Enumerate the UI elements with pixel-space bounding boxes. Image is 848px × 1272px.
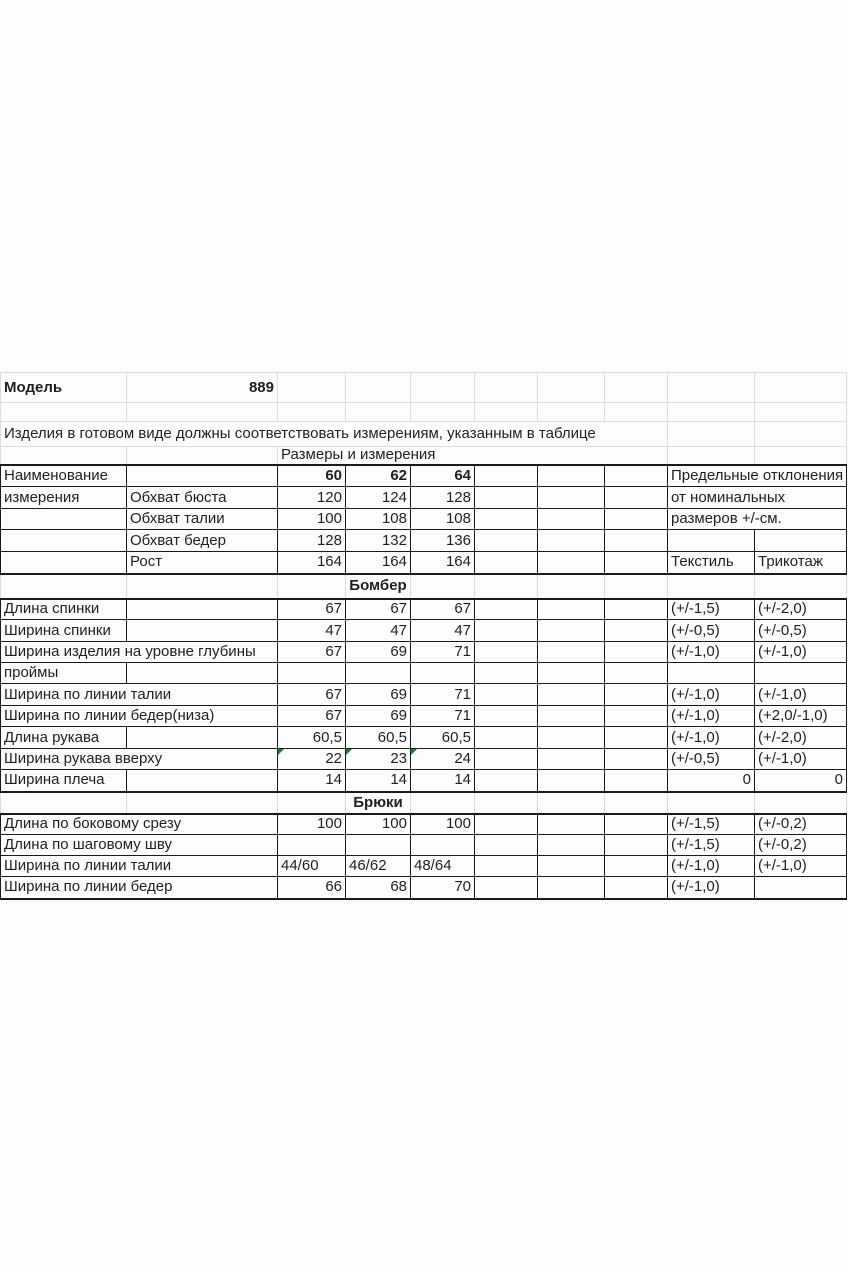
grid-cell — [278, 792, 346, 814]
tolerance-textile: (+/-1,0) — [668, 727, 755, 749]
grid-cell — [127, 465, 278, 487]
grid-cell — [605, 856, 668, 877]
tolerance-textile: 0 — [668, 770, 755, 792]
measure-value: 132 — [346, 530, 411, 552]
tolerance-textile: (+/-1,0) — [668, 877, 755, 899]
grid-cell — [538, 373, 605, 403]
grid-cell — [475, 814, 538, 835]
grid-cell — [538, 727, 605, 749]
grid-cell — [755, 574, 847, 599]
measure-value: 46/62 — [346, 856, 411, 877]
measure-value: 69 — [346, 684, 411, 706]
grid-cell — [278, 403, 346, 422]
grid-cell — [538, 509, 605, 530]
tolerance-knit: (+/-1,0) — [755, 749, 847, 770]
grid-cell — [475, 642, 538, 663]
measure-value: 100 — [278, 509, 346, 530]
tolerance-textile: (+/-1,0) — [668, 706, 755, 727]
grid-cell — [538, 620, 605, 642]
body-measure-row — [1, 487, 847, 509]
measure-value: 108 — [411, 509, 475, 530]
grid-cell — [127, 620, 278, 642]
grid-cell — [278, 574, 346, 599]
tolerance-knit: (+/-0,5) — [755, 620, 847, 642]
tolerance-col-textile: Текстиль — [668, 552, 755, 574]
tolerance-note: Предельные отклонения — [668, 465, 847, 487]
grid-cell — [475, 509, 538, 530]
grid-cell — [755, 373, 847, 403]
tolerance-knit: 0 — [755, 770, 847, 792]
measure-value: 67 — [411, 599, 475, 620]
header-name-line2 — [1, 530, 127, 552]
measure-value: 108 — [346, 509, 411, 530]
grid-cell — [538, 552, 605, 574]
measure-label: Рост — [127, 552, 278, 574]
grid-cell — [605, 727, 668, 749]
measure-label: Ширина по линии талии — [1, 684, 278, 706]
grid-cell — [475, 530, 538, 552]
grid-cell — [668, 403, 755, 422]
tolerance-textile: (+/-0,5) — [668, 620, 755, 642]
measurement-row — [1, 727, 847, 749]
grid-cell — [475, 770, 538, 792]
grid-cell — [475, 727, 538, 749]
measure-value: 67 — [346, 599, 411, 620]
tolerance-knit — [755, 877, 847, 899]
measurement-row — [1, 814, 847, 835]
grid-cell — [605, 877, 668, 899]
grid-cell — [605, 749, 668, 770]
grid-cell — [605, 814, 668, 835]
grid-cell — [538, 706, 605, 727]
grid-cell — [605, 642, 668, 663]
measure-label: Обхват бедер — [127, 530, 278, 552]
measure-label: Ширина изделия на уровне глубины — [1, 642, 278, 663]
grid-cell — [538, 792, 605, 814]
grid-cell — [605, 373, 668, 403]
measure-value: 100 — [411, 814, 475, 835]
grid-cell — [668, 422, 755, 447]
measure-label: Длина по шаговому шву — [1, 835, 278, 856]
grid-cell — [127, 403, 278, 422]
measure-label: Ширина по линии талии — [1, 856, 278, 877]
tolerance-note: размеров +/-см. — [668, 509, 847, 530]
measure-value: 22 — [278, 749, 346, 770]
grid-cell — [668, 530, 755, 552]
measure-value: 44/60 — [278, 856, 346, 877]
size-chart-table — [0, 372, 847, 900]
measure-value: 66 — [278, 877, 346, 899]
grid-cell — [668, 792, 755, 814]
size-header: 64 — [411, 465, 475, 487]
model-number: 889 — [127, 373, 278, 403]
measure-value: 128 — [278, 530, 346, 552]
measure-value: 71 — [411, 684, 475, 706]
grid-cell — [755, 447, 847, 465]
grid-cell — [475, 706, 538, 727]
measurement-row — [1, 877, 847, 899]
grid-cell — [1, 447, 127, 465]
measure-value: 70 — [411, 877, 475, 899]
measure-label: Обхват бюста — [127, 487, 278, 509]
measure-label: Ширина по линии бедер(низа) — [1, 706, 278, 727]
tolerance-knit: (+/-2,0) — [755, 727, 847, 749]
grid-cell — [538, 642, 605, 663]
grid-cell — [475, 856, 538, 877]
grid-cell — [1, 403, 127, 422]
grid-cell — [668, 447, 755, 465]
measure-label: Ширина плеча — [1, 770, 127, 792]
measure-value: 24 — [411, 749, 475, 770]
grid-cell — [475, 373, 538, 403]
header-name-line1: Наименование — [1, 465, 127, 487]
grid-cell — [475, 749, 538, 770]
measure-value — [278, 835, 346, 856]
tolerance-textile: (+/-1,0) — [668, 684, 755, 706]
grid-cell — [538, 856, 605, 877]
measure-value: 47 — [346, 620, 411, 642]
grid-cell — [605, 574, 668, 599]
measure-value: 23 — [346, 749, 411, 770]
grid-cell — [538, 574, 605, 599]
measure-label: проймы — [1, 663, 127, 684]
grid-cell — [411, 792, 475, 814]
grid-cell — [755, 422, 847, 447]
grid-cell — [755, 403, 847, 422]
grid-cell — [475, 599, 538, 620]
body-measure-row — [1, 552, 847, 574]
measure-value: 60,5 — [278, 727, 346, 749]
grid-cell — [127, 663, 278, 684]
spacer-row — [1, 403, 847, 422]
grid-cell — [605, 792, 668, 814]
measure-label: Длина спинки — [1, 599, 127, 620]
grid-cell — [346, 373, 411, 403]
measure-label: Ширина по линии бедер — [1, 877, 278, 899]
grid-cell — [346, 403, 411, 422]
grid-cell — [538, 530, 605, 552]
measure-label: Ширина рукава вверху — [1, 749, 278, 770]
grid-cell — [475, 403, 538, 422]
measure-value: 124 — [346, 487, 411, 509]
grid-cell — [127, 599, 278, 620]
grid-cell — [278, 373, 346, 403]
measure-value: 69 — [346, 642, 411, 663]
tolerance-knit: (+/-1,0) — [755, 856, 847, 877]
grid-cell — [605, 835, 668, 856]
measure-value: 164 — [278, 552, 346, 574]
measure-value: 60,5 — [411, 727, 475, 749]
grid-cell — [411, 403, 475, 422]
grid-cell — [538, 770, 605, 792]
tolerance-knit: (+/-0,2) — [755, 814, 847, 835]
grid-cell — [538, 749, 605, 770]
measure-value: 71 — [411, 642, 475, 663]
tolerance-note: от номинальных — [668, 487, 847, 509]
grid-cell — [605, 706, 668, 727]
measurement-row — [1, 835, 847, 856]
grid-cell — [475, 487, 538, 509]
grid-cell — [475, 663, 538, 684]
grid-cell — [605, 509, 668, 530]
measure-value: 47 — [411, 620, 475, 642]
tolerance-textile: (+/-0,5) — [668, 749, 755, 770]
measurement-row — [1, 770, 847, 792]
measurement-row — [1, 642, 847, 663]
tolerance-knit: (+/-1,0) — [755, 642, 847, 663]
grid-cell — [605, 552, 668, 574]
measure-value: 67 — [278, 706, 346, 727]
grid-cell — [755, 792, 847, 814]
measurement-row — [1, 706, 847, 727]
grid-cell — [475, 465, 538, 487]
grid-cell — [605, 684, 668, 706]
measure-value — [346, 663, 411, 684]
grid-cell — [605, 599, 668, 620]
grid-cell — [475, 877, 538, 899]
body-measure-row — [1, 530, 847, 552]
grid-cell — [538, 487, 605, 509]
grid-cell — [605, 465, 668, 487]
measure-value: 136 — [411, 530, 475, 552]
grid-cell — [605, 530, 668, 552]
tolerance-textile: (+/-1,0) — [668, 856, 755, 877]
measure-value: 60,5 — [346, 727, 411, 749]
measurement-row — [1, 856, 847, 877]
header-name-line2 — [1, 509, 127, 530]
measure-value — [411, 663, 475, 684]
measure-value: 67 — [278, 599, 346, 620]
measure-value — [346, 835, 411, 856]
model-label: Модель — [1, 373, 127, 403]
tolerance-textile — [668, 663, 755, 684]
grid-cell — [411, 373, 475, 403]
grid-cell — [605, 403, 668, 422]
body-measure-row — [1, 509, 847, 530]
section-title: Брюки — [346, 792, 411, 814]
grid-cell — [668, 373, 755, 403]
measure-value: 67 — [278, 684, 346, 706]
measure-label: Длина по боковому срезу — [1, 814, 278, 835]
tolerance-col-knit: Трикотаж — [755, 552, 847, 574]
grid-cell — [475, 684, 538, 706]
measure-value: 14 — [278, 770, 346, 792]
grid-cell — [538, 403, 605, 422]
grid-cell — [538, 663, 605, 684]
grid-cell — [538, 835, 605, 856]
note-row — [1, 422, 847, 447]
measure-value: 48/64 — [411, 856, 475, 877]
header-row — [1, 465, 847, 487]
tolerance-knit: (+/-1,0) — [755, 684, 847, 706]
measure-value: 128 — [411, 487, 475, 509]
grid-cell — [475, 574, 538, 599]
measure-value: 164 — [411, 552, 475, 574]
measure-value — [411, 835, 475, 856]
measurement-row — [1, 684, 847, 706]
measure-value: 68 — [346, 877, 411, 899]
tolerance-textile: (+/-1,5) — [668, 835, 755, 856]
grid-cell — [127, 727, 278, 749]
measurement-row — [1, 620, 847, 642]
grid-cell — [605, 487, 668, 509]
header-name-line2: измерения — [1, 487, 127, 509]
tolerance-knit: (+/-0,2) — [755, 835, 847, 856]
measurement-row — [1, 663, 847, 684]
grid-cell — [127, 770, 278, 792]
measure-label: Ширина спинки — [1, 620, 127, 642]
measure-value: 164 — [346, 552, 411, 574]
measure-value — [278, 663, 346, 684]
measure-value: 14 — [346, 770, 411, 792]
measure-value: 71 — [411, 706, 475, 727]
grid-cell — [605, 770, 668, 792]
measure-value: 14 — [411, 770, 475, 792]
model-row — [1, 373, 847, 403]
measure-label: Обхват талии — [127, 509, 278, 530]
grid-cell — [605, 663, 668, 684]
measure-value: 69 — [346, 706, 411, 727]
measure-value: 67 — [278, 642, 346, 663]
grid-cell — [475, 552, 538, 574]
tolerance-knit — [755, 663, 847, 684]
grid-cell — [475, 792, 538, 814]
measure-value: 100 — [278, 814, 346, 835]
measurement-row — [1, 599, 847, 620]
grid-cell — [755, 530, 847, 552]
tolerance-textile: (+/-1,0) — [668, 642, 755, 663]
grid-cell — [605, 620, 668, 642]
measurement-row — [1, 749, 847, 770]
tolerance-textile: (+/-1,5) — [668, 814, 755, 835]
grid-cell — [538, 877, 605, 899]
grid-cell — [1, 574, 127, 599]
tolerance-textile: (+/-1,5) — [668, 599, 755, 620]
grid-cell — [1, 792, 127, 814]
size-header: 60 — [278, 465, 346, 487]
grid-cell — [538, 465, 605, 487]
grid-cell — [538, 684, 605, 706]
grid-cell — [538, 599, 605, 620]
grid-cell — [127, 574, 278, 599]
grid-cell — [538, 814, 605, 835]
measure-label: Длина рукава — [1, 727, 127, 749]
section-title: Бомбер — [346, 574, 411, 599]
size-header: 62 — [346, 465, 411, 487]
measure-value: 47 — [278, 620, 346, 642]
measure-value: 100 — [346, 814, 411, 835]
measure-value: 120 — [278, 487, 346, 509]
section-title-row — [1, 574, 847, 599]
sizes-title-row — [1, 447, 847, 465]
grid-cell — [668, 574, 755, 599]
note-text: Изделия в готовом виде должны соответствовать измерениям, указанным в таблице — [1, 422, 668, 447]
sizes-title: Размеры и измерения — [278, 447, 668, 465]
section-title-row — [1, 792, 847, 814]
grid-cell — [411, 574, 475, 599]
grid-cell — [127, 447, 278, 465]
header-name-line2 — [1, 552, 127, 574]
grid-cell — [475, 620, 538, 642]
grid-cell — [127, 792, 278, 814]
grid-cell — [475, 835, 538, 856]
tolerance-knit: (+/-2,0) — [755, 599, 847, 620]
tolerance-knit: (+2,0/-1,0) — [755, 706, 847, 727]
